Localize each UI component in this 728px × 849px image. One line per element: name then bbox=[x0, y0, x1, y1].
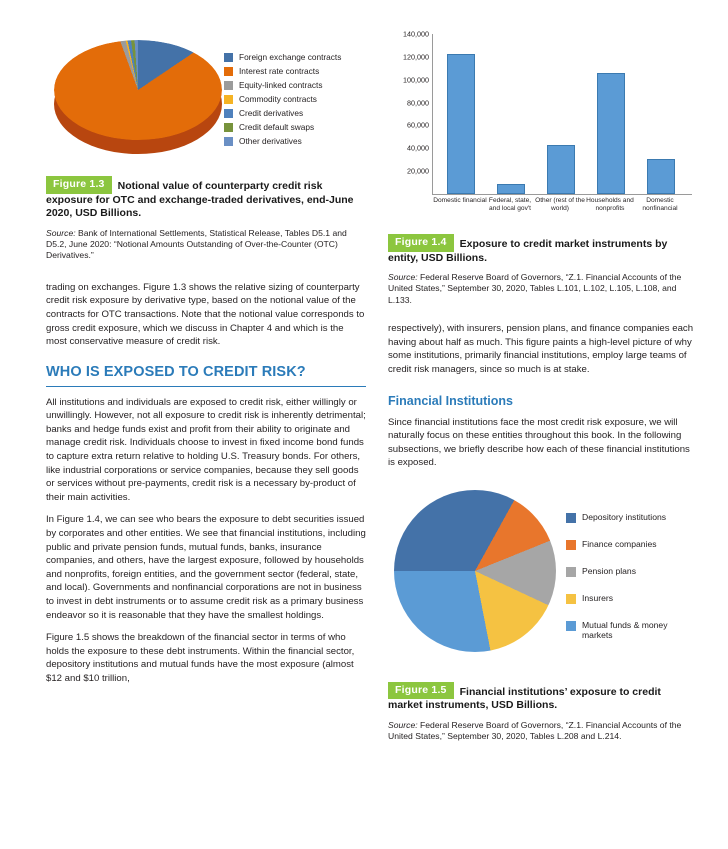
paragraph: All institutions and individuals are exposed to credit risk, either willingly or unwillingly. However, not all exposure to credit risk is inherently detrimental; banks and hedge funds exist and profit from their ability to originate and manage credit risk. Individuals choose to invest in fixed income bond funds to capture extra return relative to holding U.S. Treasury bonds. For others, like industrial corporations or service companies, because they sell goods or services without pre-payments, credit risk is a necessary by-product of their main activities. bbox=[46, 396, 366, 503]
bar bbox=[647, 159, 675, 194]
legend-label: Other derivatives bbox=[239, 136, 302, 146]
section-heading-who-is-exposed: WHO IS EXPOSED TO CREDIT RISK? bbox=[46, 363, 366, 387]
figure-caption bbox=[388, 234, 694, 265]
legend-label: Interest rate contracts bbox=[239, 66, 320, 76]
y-axis-tick: 40,000 bbox=[407, 143, 429, 153]
legend-swatch-icon bbox=[566, 567, 576, 577]
legend-item bbox=[224, 122, 374, 132]
legend-item bbox=[224, 80, 374, 90]
legend-item bbox=[224, 94, 374, 104]
legend-swatch-icon bbox=[224, 95, 233, 104]
paragraph: respectively), with insurers, pension plans, and finance companies each having about half as much. This figure paints a high-level picture of why some institutions, primarily financial institutions, employ large teams of credit risk managers, since so much is at stake. bbox=[388, 323, 694, 375]
legend-item bbox=[566, 593, 694, 604]
x-axis-label: Households and nonprofits bbox=[586, 197, 634, 212]
y-axis-tick: 120,000 bbox=[403, 52, 429, 62]
legend-swatch-icon bbox=[224, 123, 233, 132]
figure-1-5 bbox=[388, 484, 694, 743]
figure-1-4 bbox=[388, 28, 694, 306]
left-column bbox=[46, 28, 366, 695]
left-body-text bbox=[46, 281, 366, 686]
y-axis-tick: 100,000 bbox=[403, 75, 429, 85]
legend-item bbox=[224, 136, 374, 146]
legend-swatch-icon bbox=[224, 137, 233, 146]
legend-item bbox=[566, 566, 694, 577]
legend-swatch-icon bbox=[566, 594, 576, 604]
legend-swatch-icon bbox=[566, 540, 576, 550]
bar-chart-1-4 bbox=[388, 28, 694, 226]
legend-label: Credit derivatives bbox=[239, 108, 304, 118]
figure-source-prefix: Source: bbox=[388, 719, 418, 730]
figure-source-text: Federal Reserve Board of Governors, “Z.1. Financial Accounts of the United States,” September 30, 2020, Tables L.208 and L.214. bbox=[388, 719, 682, 742]
legend-label: Insurers bbox=[582, 592, 614, 603]
y-axis-tick: 140,000 bbox=[403, 29, 429, 39]
x-axis-label: Domestic nonfinancial bbox=[642, 197, 678, 212]
legend-item bbox=[566, 512, 694, 523]
figure-source-prefix: Source: bbox=[46, 227, 76, 238]
bar-plot-area bbox=[403, 29, 692, 212]
legend-item bbox=[566, 620, 694, 641]
right-body-text bbox=[388, 322, 694, 470]
paragraph: In Figure 1.4, we can see who bears the exposure to debt securities issued by corporates and other entities. We see that financial institutions, including public and private pension funds, mutual funds, banks, insurance companies, and others, have the largest exposure, followed by households and nonprofits, foreign entities, and the government sector (federal, state, and local). Governments and nonfinancial corporations are not in business to invest in debt instruments or to assume credit risk as a primary business endeavor so it is reasonable that they have the smallest holdings. bbox=[46, 514, 366, 621]
pie-3d-top bbox=[54, 40, 222, 140]
legend-1-5 bbox=[566, 512, 694, 657]
y-axis-tick: 20,000 bbox=[407, 166, 429, 176]
pie-graphic bbox=[394, 490, 556, 652]
x-axis-label: Domestic financial bbox=[433, 197, 487, 204]
figure-source bbox=[388, 720, 694, 743]
paragraph: Since financial institutions face the most credit risk exposure, we will naturally focus on these entities throughout this book. In the following subsections, we briefly describe how each of these financial institutions is exposed. bbox=[388, 416, 690, 469]
legend-item bbox=[566, 539, 694, 550]
right-column bbox=[388, 28, 694, 743]
legend-1-3 bbox=[224, 52, 374, 150]
figure-source bbox=[46, 228, 366, 262]
figure-caption bbox=[388, 682, 694, 713]
legend-label: Pension plans bbox=[582, 565, 636, 576]
legend-item bbox=[224, 52, 374, 62]
legend-swatch-icon bbox=[224, 109, 233, 118]
legend-label: Finance companies bbox=[582, 538, 657, 549]
figure-source-prefix: Source: bbox=[388, 272, 418, 282]
figure-tag: Figure 1.3 bbox=[46, 176, 112, 194]
pie-chart-1-3 bbox=[46, 28, 366, 168]
figure-caption-text: Notional value of counterparty credit risk exposure for OTC and exchange-traded derivatives, end-June 2020, USD Billions. bbox=[46, 180, 354, 219]
legend-swatch-icon bbox=[566, 621, 576, 631]
bar bbox=[547, 145, 575, 194]
legend-swatch-icon bbox=[224, 53, 233, 62]
legend-label: Foreign exchange contracts bbox=[239, 52, 342, 62]
legend-item bbox=[224, 66, 374, 76]
pie-3d-graphic bbox=[54, 40, 222, 148]
x-axis-label: Federal, state, and local gov't bbox=[488, 197, 532, 212]
y-axis-tick: 80,000 bbox=[407, 98, 429, 107]
paragraph: Figure 1.5 shows the breakdown of the financial sector in terms of who holds the exposure to these debt instruments. Within the financial sector, depository institutions and mutual funds have the most exposure (almost $12 and $10 trillion, bbox=[46, 632, 355, 684]
paragraph: trading on exchanges. Figure 1.3 shows the relative sizing of counterparty credit risk exposure by derivative type, based on the notional value of the contracts for OTC transactions. Note that the notional value corresponds to gross credit exposure, which we discuss in Chapter 4 and which is the most conservative measure of credit risk. bbox=[46, 281, 365, 348]
figure-source-text: Federal Reserve Board of Governors, “Z.1. Financial Accounts of the United States,” September 30, 2020, Tables L.101, L.102, L.105, L.108, and L.133. bbox=[388, 272, 682, 305]
figure-caption-text: Exposure to credit market instruments by entity, USD Billions. bbox=[388, 238, 668, 264]
legend-swatch-icon bbox=[224, 81, 233, 90]
subsection-heading-financial-institutions: Financial Institutions bbox=[388, 393, 514, 408]
legend-label: Commodity contracts bbox=[239, 94, 317, 104]
bar bbox=[447, 54, 475, 194]
legend-label: Credit default swaps bbox=[239, 122, 315, 132]
legend-swatch-icon bbox=[566, 513, 576, 523]
legend-swatch-icon bbox=[224, 67, 233, 76]
legend-item bbox=[224, 108, 374, 118]
legend-label: Mutual funds & money markets bbox=[582, 619, 668, 641]
figure-tag: Figure 1.4 bbox=[388, 234, 454, 252]
legend-label: Equity-linked contracts bbox=[239, 80, 323, 90]
figure-source-text: Bank of International Settlements, Statistical Release, Tables D5.1 and D5.2, June 2020: “Notional Amounts Outstanding of Over-the-Counter (OTC) Derivatives.” bbox=[46, 227, 347, 261]
figure-caption bbox=[46, 176, 366, 221]
bar bbox=[597, 73, 625, 194]
bar bbox=[497, 184, 525, 194]
legend-label: Depository institutions bbox=[582, 511, 667, 522]
figure-caption-text: Financial institutions’ exposure to credit market instruments, USD Billions. bbox=[388, 685, 661, 712]
figure-source bbox=[388, 272, 694, 306]
figure-tag: Figure 1.5 bbox=[388, 682, 454, 700]
pie-chart-1-5 bbox=[388, 484, 694, 674]
figure-1-3 bbox=[46, 28, 366, 262]
x-axis-label: Other (rest of the world) bbox=[535, 197, 585, 212]
y-axis-tick: 60,000 bbox=[407, 120, 429, 130]
